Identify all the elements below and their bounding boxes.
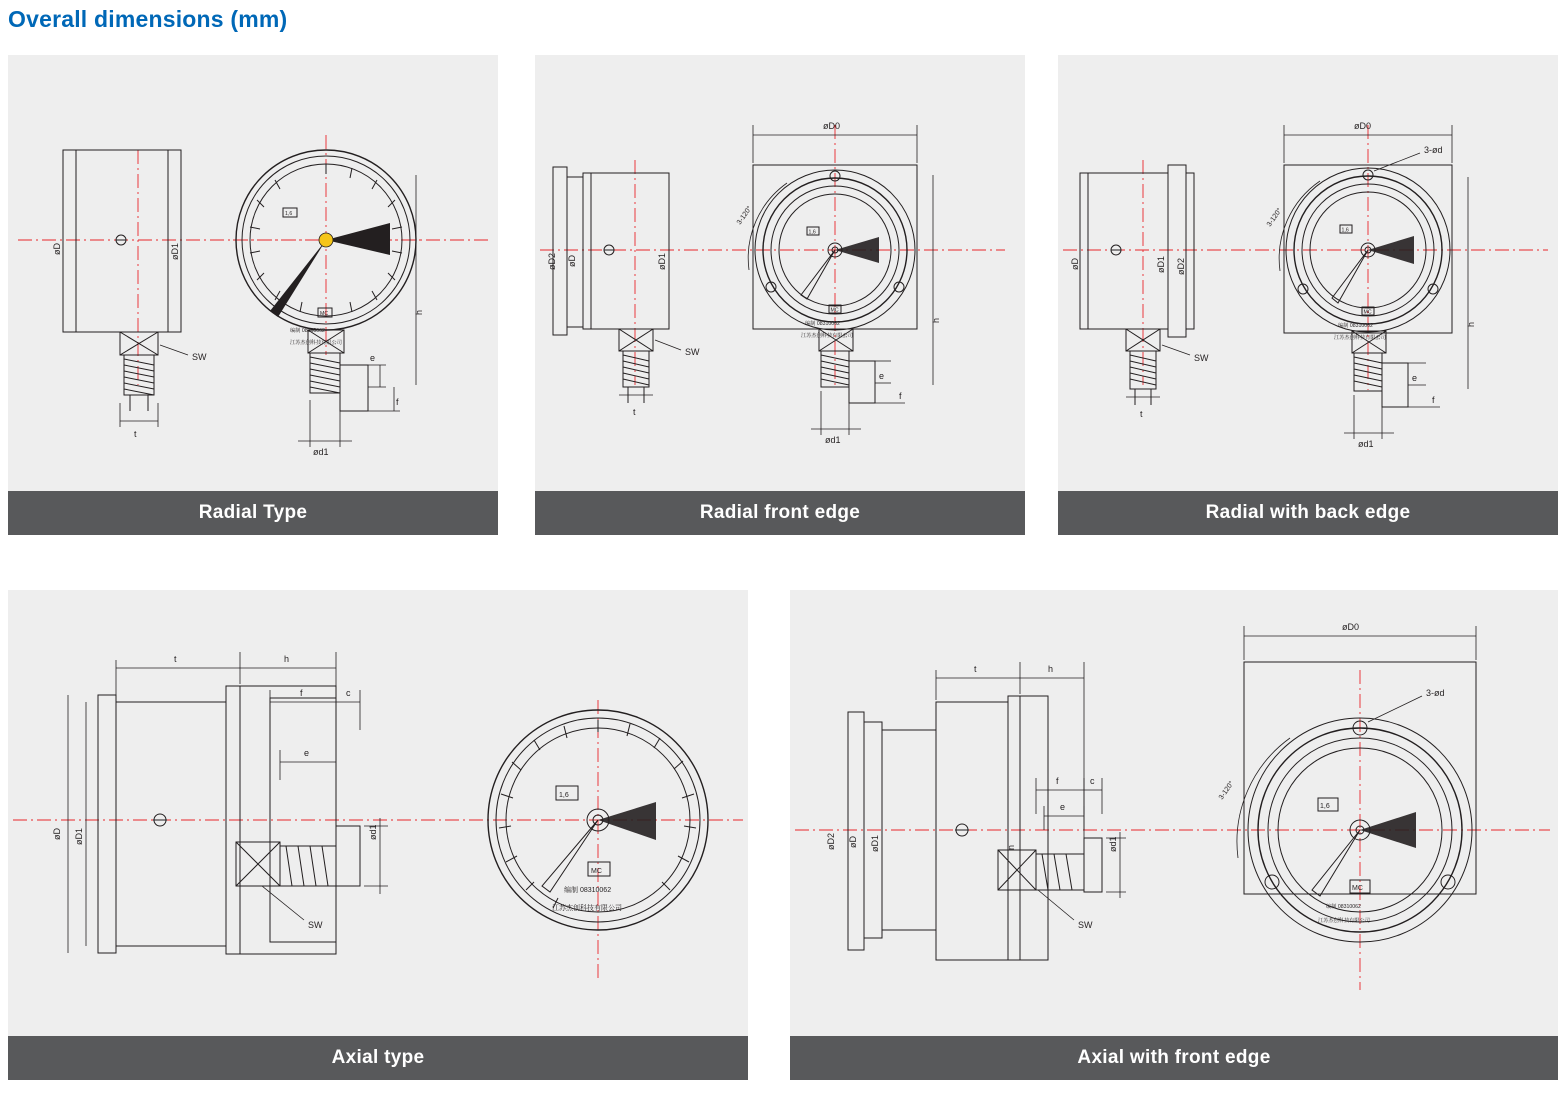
svg-text:SW: SW [1078,920,1093,930]
svg-text:t: t [633,407,636,417]
svg-text:t: t [974,664,977,674]
card-axial-front-edge [790,590,1558,1080]
svg-text:øD0: øD0 [823,121,841,131]
dial-serial-2: 编制 08310062 [805,321,840,327]
dial-badge-2: MC [830,307,839,314]
svg-text:f: f [899,391,902,401]
svg-text:øD: øD [1070,258,1080,270]
dial-mark-3: 1,6 [1341,227,1349,234]
svg-text:øD1: øD1 [870,834,880,852]
svg-text:e: e [1060,802,1066,812]
svg-text:f: f [1432,395,1435,405]
dial-badge-4: MC [591,868,602,875]
svg-text:ød1: ød1 [825,435,841,445]
card-radial-back-edge [1058,55,1558,535]
card-radial-front-edge [535,55,1025,535]
svg-text:e: e [304,748,310,758]
figure-radial-back-edge [1058,55,1558,491]
svg-text:3-ød: 3-ød [1424,145,1443,155]
svg-text:SW: SW [308,920,323,930]
drawing-radial-type [8,55,498,491]
svg-text:SW: SW [192,352,207,362]
svg-text:øD1: øD1 [1156,255,1166,273]
svg-text:h: h [931,317,941,323]
figure-axial-front-edge [790,590,1558,1036]
svg-text:3-120°: 3-120° [1265,207,1284,229]
drawing-radial-back-edge [1058,55,1558,491]
page-title: Overall dimensions (mm) [8,6,288,32]
dial-company-2: 江苏杰创科技有限公司 [801,333,853,339]
svg-text:ød1: ød1 [313,447,329,457]
svg-text:øD2: øD2 [547,252,557,270]
svg-text:øD: øD [52,243,62,255]
svg-text:3-120°: 3-120° [1217,780,1236,802]
dial-company-5: 江苏杰创科技有限公司 [1318,918,1370,924]
svg-text:ød1: ød1 [1358,439,1374,449]
caption-radial-back-edge: Radial with back edge [1058,491,1558,535]
dial-mark-1: 1,6 [285,211,293,217]
dial-serial-3: 编制 08310062 [1338,323,1373,329]
dial-company-4: 江苏杰创科技有限公司 [552,905,622,912]
svg-text:øD0: øD0 [1342,622,1360,632]
dial-serial-4: 编制 08310062 [564,887,612,894]
svg-text:t: t [134,429,137,439]
svg-text:3-ød: 3-ød [1426,688,1445,698]
caption-radial-type: Radial Type [8,491,498,535]
svg-text:h: h [1466,321,1476,327]
svg-text:f: f [1056,776,1059,786]
svg-text:t: t [174,654,177,664]
svg-text:e: e [879,371,885,381]
svg-text:3-120°: 3-120° [735,205,754,227]
svg-text:SW: SW [1194,353,1209,363]
figure-radial-type [8,55,498,491]
svg-text:øD2: øD2 [1176,257,1186,275]
dial-serial-1: 编制 08310062 [290,328,325,334]
dial-badge-3: MC [1363,309,1372,316]
figure-radial-front-edge [535,55,1025,491]
svg-text:øD1: øD1 [74,827,84,845]
svg-text:c: c [1090,776,1095,786]
svg-text:øD2: øD2 [826,832,836,850]
dial-mark-2: 1,6 [808,229,816,236]
svg-text:øD0: øD0 [1354,121,1372,131]
svg-text:n: n [1006,844,1016,850]
dial-company-3: 江苏杰创科技有限公司 [1334,335,1386,341]
svg-text:SW: SW [685,347,700,357]
drawing-axial-type [8,590,748,1036]
svg-text:h: h [284,654,290,664]
caption-radial-front-edge: Radial front edge [535,491,1025,535]
svg-text:øD: øD [52,828,62,840]
svg-text:f: f [300,688,303,698]
dial-badge-1: MC [320,311,329,317]
svg-text:øD: øD [848,836,858,848]
svg-text:h: h [414,309,424,315]
dial-serial-5: 编制 08310062 [1326,904,1361,910]
dial-mark-4: 1,6 [559,792,569,799]
svg-text:h: h [1048,664,1054,674]
card-radial-type [8,55,498,535]
figure-axial-type [8,590,748,1036]
caption-axial-front-edge: Axial with front edge [790,1036,1558,1080]
dial-company-1: 江苏杰创科技有限公司 [290,340,342,346]
card-axial-type [8,590,748,1080]
svg-text:t: t [1140,409,1143,419]
drawing-radial-front-edge [535,55,1025,491]
svg-text:øD: øD [567,255,577,267]
svg-text:f: f [396,397,399,407]
svg-text:e: e [1412,373,1418,383]
dial-mark-5: 1,6 [1320,803,1330,810]
svg-text:e: e [370,353,376,363]
svg-text:ød1: ød1 [368,824,378,840]
svg-text:ød1: ød1 [1108,836,1118,852]
svg-text:c: c [346,688,351,698]
drawing-axial-front-edge [790,590,1558,1036]
dial-badge-5: MC [1352,885,1363,892]
svg-text:øD1: øD1 [170,242,180,260]
caption-axial-type: Axial type [8,1036,748,1080]
svg-text:øD1: øD1 [657,252,667,270]
